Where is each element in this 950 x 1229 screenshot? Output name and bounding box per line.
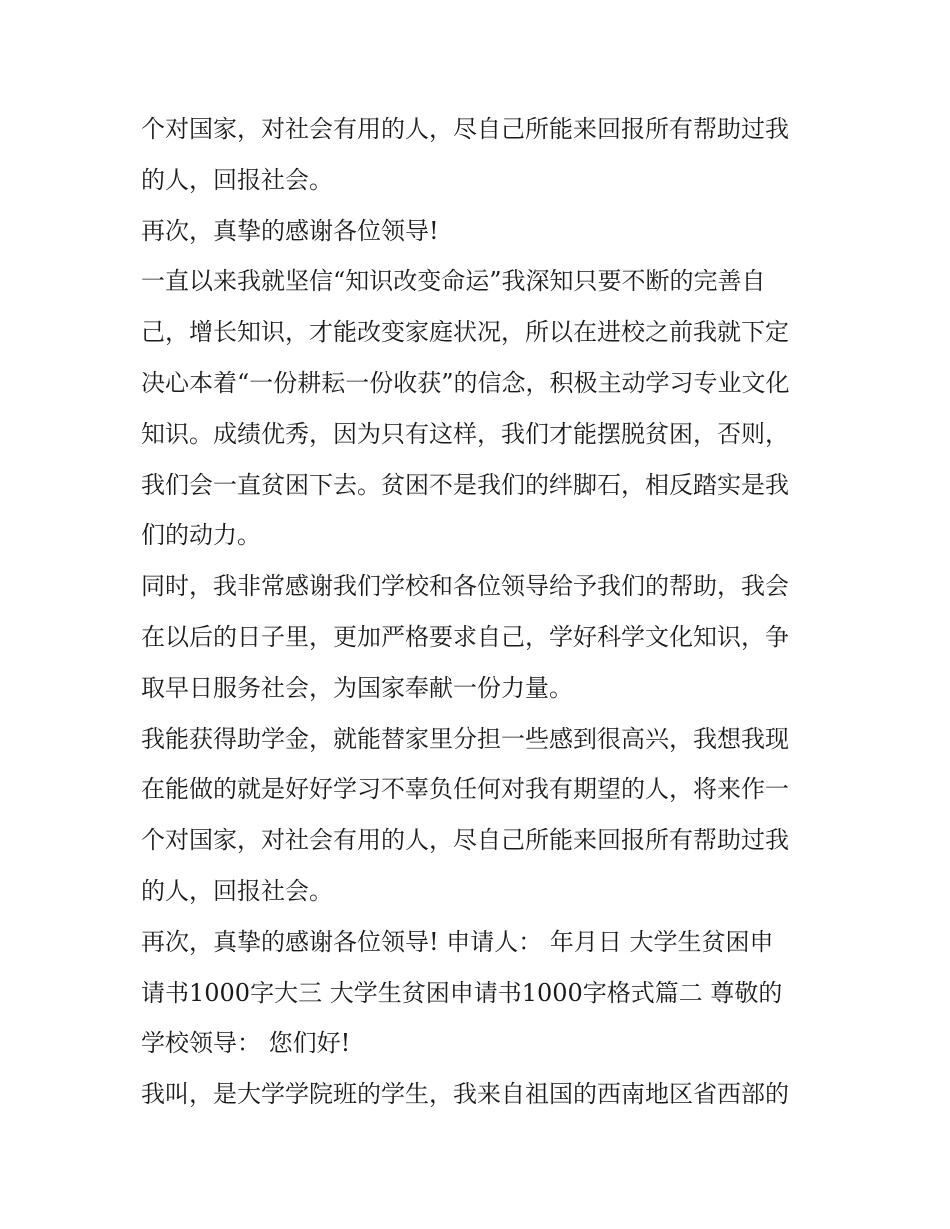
text-line: 取早日服务社会，为国家奉献一份力量。 — [141, 673, 573, 702]
text-line: 的人，回报社会。 — [141, 165, 333, 194]
text-line: 我们会一直贫困下去。贫困不是我们的绊脚石，相反踏实是我 — [141, 470, 789, 499]
text-line: 我叫，是大学学院班的学生，我来自祖国的西南地区省西部的 — [141, 1080, 789, 1109]
text-line: 同时，我非常感谢我们学校和各位领导给予我们的帮助，我会 — [141, 572, 789, 601]
text-line: 在以后的日子里，更加严格要求自己，学好科学文化知识，争 — [141, 622, 789, 651]
text-line: 我能获得助学金，就能替家里分担一些感到很高兴，我想我现 — [141, 724, 789, 753]
text-line: 们的动力。 — [141, 521, 261, 550]
text-line: 的人，回报社会。 — [141, 876, 333, 905]
text-line: 一直以来我就坚信“知识改变命运”我深知只要不断的完善自 — [141, 267, 766, 296]
text-line: 学校领导： 您们好! — [141, 1029, 351, 1058]
text-line: 个对国家，对社会有用的人，尽自己所能来回报所有帮助过我 — [141, 826, 789, 855]
text-line: 决心本着“一份耕耘一份收获”的信念，积极主动学习专业文化 — [141, 368, 790, 397]
text-line: 知识。成绩优秀，因为只有这样，我们才能摆脱贫困，否则， — [141, 419, 789, 448]
text-line: 再次，真挚的感谢各位领导! 申请人： 年月日 大学生贫困申 — [141, 927, 774, 956]
text-line: 再次，真挚的感谢各位领导! — [141, 216, 439, 245]
text-line: 请书1000字大三 大学生贫困申请书1000字格式篇二 尊敬的 — [141, 978, 783, 1007]
text-line: 己，增长知识，才能改变家庭状况，所以在进校之前我就下定 — [141, 318, 789, 347]
document-body — [141, 104, 811, 1120]
text-line: 在能做的就是好好学习不辜负任何对我有期望的人，将来作一 — [141, 775, 789, 804]
text-line: 个对国家，对社会有用的人，尽自己所能来回报所有帮助过我 — [141, 115, 789, 143]
